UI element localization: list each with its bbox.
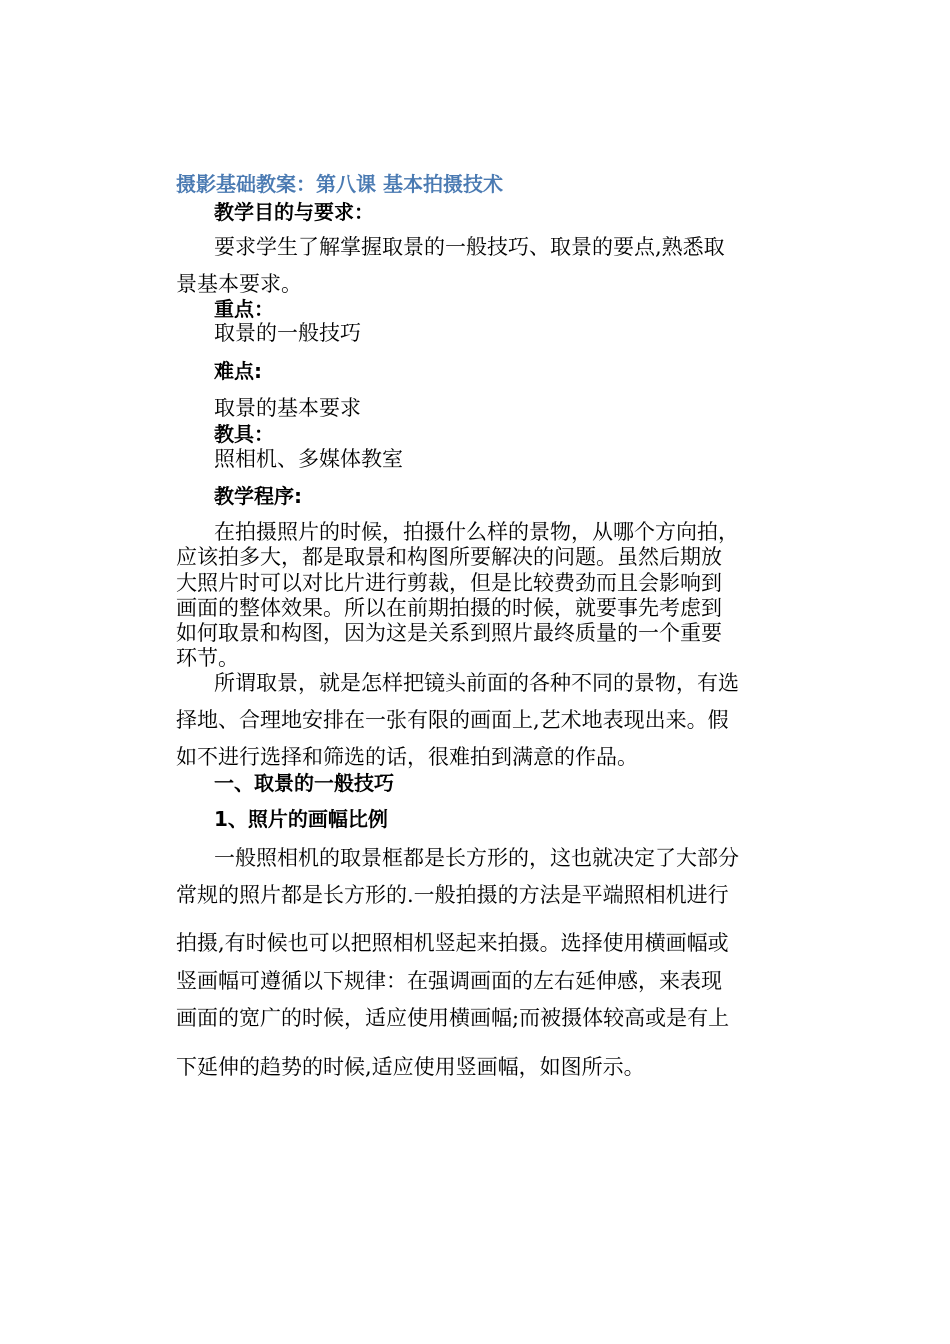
procedure-line: 大照片时可以对比片进行剪裁，但是比较费劲而且会影响到 [176, 571, 722, 595]
procedure-heading: 教学程序: [214, 484, 302, 508]
key-points-heading: 重点： [214, 297, 274, 321]
difficulties-text: 取景的基本要求 [214, 396, 361, 420]
procedure-line: 如何取景和构图，因为这是关系到照片最终质量的一个重要 [176, 621, 722, 645]
ratio-line: 常规的照片都是长方形的.一般拍摄的方法是平端照相机进行 [176, 883, 729, 907]
framing-line: 择地、合理地安排在一张有限的画面上,艺术地表现出来。假 [176, 708, 729, 732]
tools-heading: 教具： [214, 422, 274, 446]
objectives-line: 景基本要求。 [176, 272, 302, 296]
procedure-line: 画面的整体效果。所以在前期拍摄的时候，就要事先考虑到 [176, 596, 722, 620]
ratio-line: 一般照相机的取景框都是长方形的，这也就决定了大部分 [214, 846, 739, 870]
difficulties-heading: 难点: [214, 359, 262, 383]
ratio-line: 画面的宽广的时候，适应使用横画幅;而被摄体较高或是有上 [176, 1006, 730, 1030]
ratio-line: 竖画幅可遵循以下规律：在强调画面的左右延伸感，来表现 [176, 969, 722, 993]
framing-line: 如不进行选择和筛选的话，很难拍到满意的作品。 [176, 745, 638, 769]
document-title: 摄影基础教案：第八课 基本拍摄技术 [176, 172, 503, 196]
tools-text: 照相机、多媒体教室 [214, 447, 403, 471]
procedure-line: 环节。 [176, 646, 239, 670]
procedure-line: 在拍摄照片的时候，拍摄什么样的景物，从哪个方向拍， [214, 520, 739, 544]
key-points-text: 取景的一般技巧 [214, 321, 361, 345]
objectives-line: 要求学生了解掌握取景的一般技巧、取景的要点,熟悉取 [214, 235, 725, 259]
section-heading: 一、取景的一般技巧 [214, 771, 394, 795]
framing-line: 所谓取景，就是怎样把镜头前面的各种不同的景物，有选 [214, 671, 739, 695]
objectives-heading: 教学目的与要求： [214, 200, 374, 224]
procedure-line: 应该拍多大，都是取景和构图所要解决的问题。虽然后期放 [176, 545, 722, 569]
subsection-heading: 1、照片的画幅比例 [214, 807, 388, 831]
ratio-line: 下延伸的趋势的时候,适应使用竖画幅，如图所示。 [176, 1055, 645, 1079]
ratio-line: 拍摄,有时候也可以把照相机竖起来拍摄。选择使用横画幅或 [176, 931, 729, 955]
